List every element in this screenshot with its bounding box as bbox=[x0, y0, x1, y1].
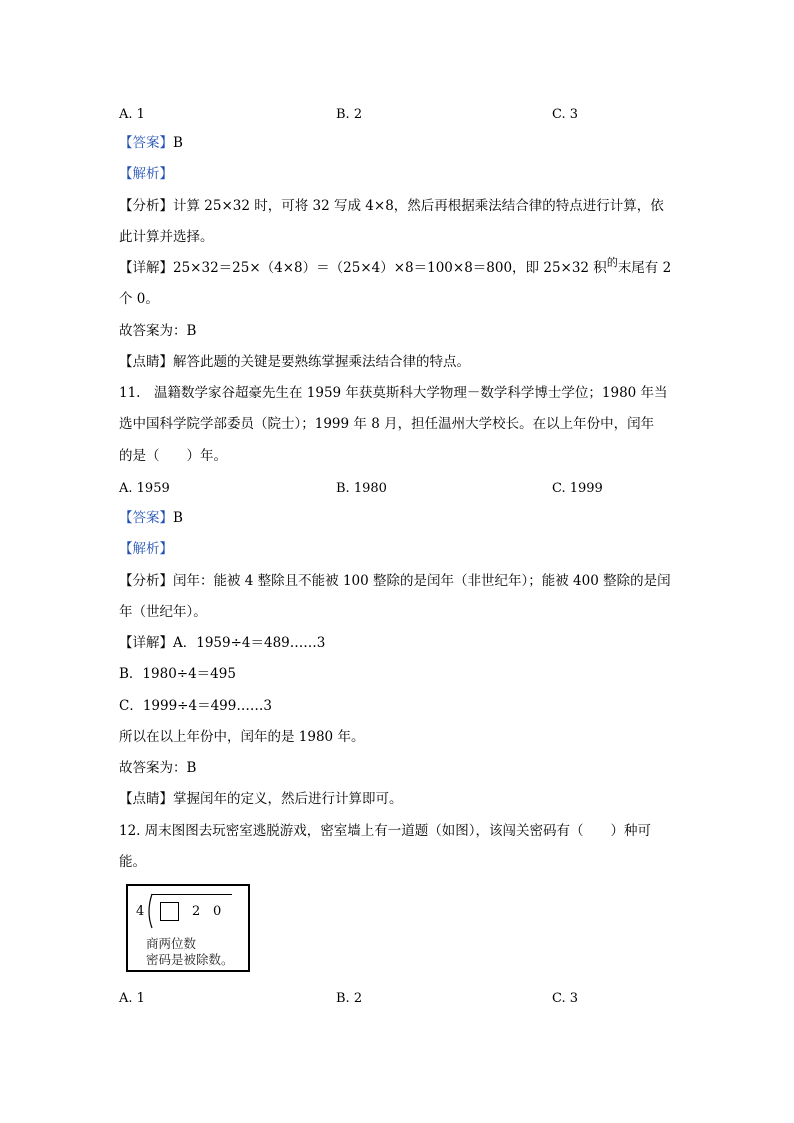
fenxi-text: 闰年：能被 4 整除且不能被 100 整除的是闰年（非世纪年）；能被 400 整除的是闰 bbox=[173, 573, 671, 589]
figure-hint-2: 密码是被除数。 bbox=[146, 952, 234, 967]
q11-xiangjie-line2: B．1980÷4＝495 bbox=[119, 666, 236, 682]
q10-option-c: C. 3 bbox=[552, 107, 579, 122]
q11-option-b: B. 1980 bbox=[336, 481, 387, 496]
q11-dianjing-line bbox=[119, 790, 403, 808]
xiangjie-tag: 【详解】 bbox=[119, 260, 173, 276]
q11-stem-line2: 选中国科学院学部委员（院士）；1999 年 8 月，担任温州大学校长。在以上年份中，闰年 bbox=[119, 416, 655, 432]
division-puzzle-figure bbox=[126, 884, 250, 972]
figure-hint-1: 商两位数 bbox=[146, 936, 197, 951]
q11-option-c: C. 1999 bbox=[552, 481, 603, 496]
q10-option-a: A. 1 bbox=[119, 107, 145, 122]
answer-tag: 【答案】 bbox=[119, 510, 173, 526]
q12-option-c: C. 3 bbox=[552, 991, 579, 1006]
answer-value: B bbox=[173, 135, 183, 151]
q10-conclusion: 故答案为：B bbox=[119, 323, 197, 339]
xiangjie-text-b: 末尾有 2 bbox=[617, 260, 672, 276]
answer-value: B bbox=[173, 510, 183, 526]
xiangjie-tag: 【详解】 bbox=[119, 635, 173, 651]
q11-analysis-tag: 【解析】 bbox=[119, 541, 173, 557]
xiangjie-text: A．1959÷4＝489……3 bbox=[173, 635, 326, 651]
q11-answer-line bbox=[119, 509, 183, 527]
q10-option-b: B. 2 bbox=[336, 107, 363, 122]
q10-fenxi-line1 bbox=[119, 197, 664, 215]
q10-fenxi-line2: 此计算并选择。 bbox=[119, 229, 214, 245]
divisor: 4 bbox=[136, 904, 145, 919]
q11-stem-line1: 11. 温籍数学家谷超豪先生在 1959 年获莫斯科大学物理－数学科学博士学位；1980 年当 bbox=[119, 385, 668, 401]
q11-xiangjie-line1 bbox=[119, 634, 325, 652]
dianjing-tag: 【点睛】 bbox=[119, 354, 173, 370]
fenxi-text: 计算 25×32 时，可将 32 写成 4×8，然后再根据乘法结合律的特点进行计算，依 bbox=[173, 198, 664, 214]
division-bracket-icon bbox=[146, 892, 158, 930]
q10-answer-line bbox=[119, 134, 183, 152]
xiangjie-text: 25×32＝25×（4×8）＝（25×4）×8＝100×8＝800，即 25×32 积 bbox=[173, 260, 607, 276]
dianjing-tag: 【点睛】 bbox=[119, 791, 173, 807]
dividend-digit-0: 0 bbox=[213, 904, 222, 919]
q11-fenxi-line2: 年（世纪年）。 bbox=[119, 604, 207, 620]
q12-option-b: B. 2 bbox=[336, 991, 363, 1006]
q10-dianjing-line bbox=[119, 353, 470, 371]
q10-analysis-tag: 【解析】 bbox=[119, 166, 173, 182]
dividend-digit-2: 2 bbox=[192, 904, 201, 919]
xiangjie-sup: 的 bbox=[606, 256, 618, 269]
q10-xiangjie-line1 bbox=[119, 256, 672, 278]
q11-stem-line3: 的是（ ）年。 bbox=[119, 448, 227, 464]
answer-tag: 【答案】 bbox=[119, 135, 173, 151]
q10-xiangjie-line2: 个 0。 bbox=[119, 291, 159, 307]
division-top-line bbox=[152, 894, 232, 895]
q12-stem-line1: 12. 周末图图去玩密室逃脱游戏，密室墙上有一道题（如图），该闯关密码有（ ）种可 bbox=[119, 823, 652, 839]
fenxi-tag: 【分析】 bbox=[119, 573, 173, 589]
dianjing-text: 解答此题的关键是要熟练掌握乘法结合律的特点。 bbox=[173, 354, 470, 370]
q11-summary: 所以在以上年份中，闰年的是 1980 年。 bbox=[119, 729, 365, 745]
dianjing-text: 掌握闰年的定义，然后进行计算即可。 bbox=[173, 791, 403, 807]
q11-option-a: A. 1959 bbox=[119, 481, 170, 496]
q11-xiangjie-line3: C．1999÷4＝499……3 bbox=[119, 698, 272, 714]
q11-fenxi-line1 bbox=[119, 572, 671, 590]
unknown-digit-box bbox=[160, 902, 179, 921]
q12-stem-line2: 能。 bbox=[119, 854, 146, 870]
q12-option-a: A. 1 bbox=[119, 991, 145, 1006]
q11-conclusion: 故答案为：B bbox=[119, 760, 197, 776]
fenxi-tag: 【分析】 bbox=[119, 198, 173, 214]
